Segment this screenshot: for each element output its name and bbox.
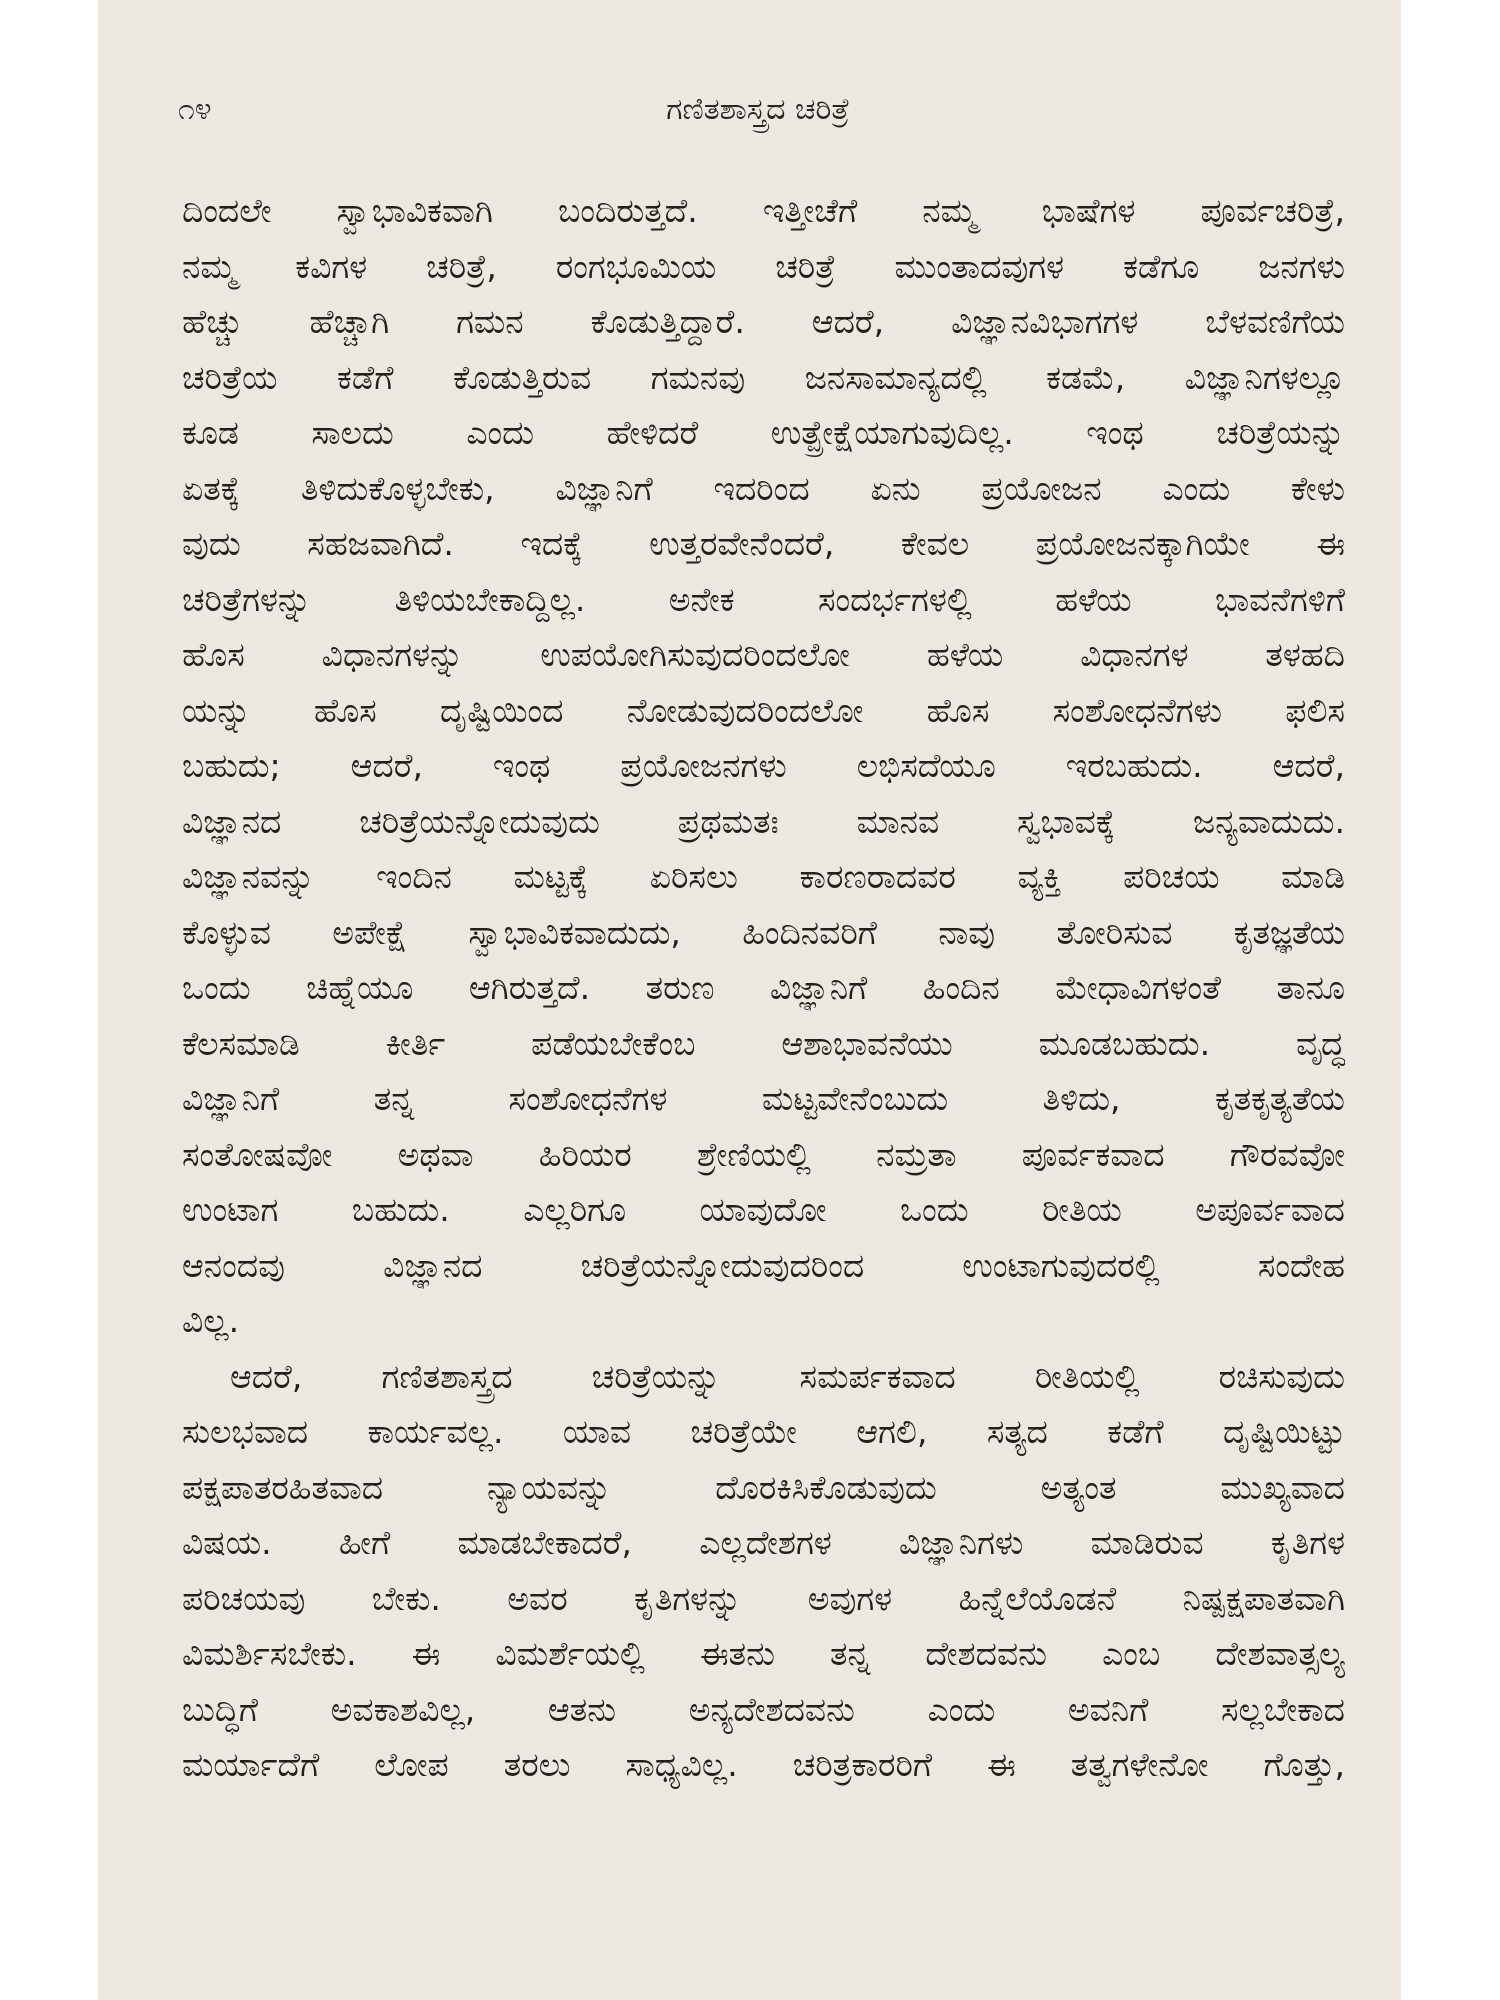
text-line: ದಿಂದಲೇ ಸ್ವಾಭಾವಿಕವಾಗಿ ಬಂದಿರುತ್ತದೆ. ಇತ್ತೀಚೆಗೆ ನಮ್ಮ ಭಾಷೆಗಳ ಪೂರ್ವಚರಿತ್ರೆ, (182, 191, 1345, 230)
text-line: ಸಂತೋಷವೋ ಅಥವಾ ಹಿರಿಯರ ಶ್ರೇಣಿಯಲ್ಲಿ ನಮ್ರತಾ ಪೂರ್ವಕವಾದ ಗೌರವವೋ (182, 1134, 1345, 1174)
page-number: ೧೪ (178, 92, 212, 127)
text-line: ಚರಿತ್ರೆಯ ಕಡೆಗೆ ಕೊಡುತ್ತಿರುವ ಗಮನವು ಜನಸಾಮಾನ್ಯದಲ್ಲಿ ಕಡಮೆ, ವಿಜ್ಞಾನಿಗಳಲ್ಲೂ (182, 357, 1345, 397)
text-line: ವುದು ಸಹಜವಾಗಿದೆ. ಇದಕ್ಕೆ ಉತ್ತರವೇನೆಂದರೆ, ಕೇವಲ ಪ್ರಯೋಜನಕ್ಕಾಗಿಯೇ ಈ (182, 524, 1345, 563)
text-line: ಬಹುದು; ಆದರೆ, ಇಂಥ ಪ್ರಯೋಜನಗಳು ಲಭಿಸದೆಯೂ ಇರಬಹುದು. ಆದರೆ, (182, 746, 1345, 785)
text-line: ಕೂಡ ಸಾಲದು ಎಂದು ಹೇಳಿದರೆ ಉತ್ಪ್ರೇಕ್ಷೆಯಾಗುವುದಿಲ್ಲ. ಇಂಥ ಚರಿತ್ರೆಯನ್ನು (182, 413, 1345, 452)
text-line: ಪರಿಚಯವು ಬೇಕು. ಅವರ ಕೃತಿಗಳನ್ನು ಅವುಗಳ ಹಿನ್ನೆಲೆಯೊಡನೆ ನಿಷ್ಪಕ್ಷಪಾತವಾಗಿ (182, 1578, 1345, 1618)
text-line: ಚರಿತ್ರೆಗಳನ್ನು ತಿಳಿಯಬೇಕಾದ್ದಿಲ್ಲ. ಅನೇಕ ಸಂದರ್ಭಗಳಲ್ಲಿ ಹಳೆಯ ಭಾವನೆಗಳಿಗೆ (182, 579, 1345, 619)
text-line: ನಮ್ಮ ಕವಿಗಳ ಚರಿತ್ರೆ, ರಂಗಭೂಮಿಯ ಚರಿತ್ರೆ ಮುಂತಾದವುಗಳ ಕಡೆಗೂ ಜನಗಳು (182, 246, 1345, 286)
text-line: ಏತಕ್ಕೆ ತಿಳಿದುಕೊಳ್ಳಬೇಕು, ವಿಜ್ಞಾನಿಗೆ ಇದರಿಂದ ಏನು ಪ್ರಯೋಜನ ಎಂದು ಕೇಳು (182, 468, 1345, 508)
text-line: ವಿಜ್ಞಾನಿಗೆ ತನ್ನ ಸಂಶೋಧನೆಗಳ ಮಟ್ಟವೇನೆಂಬುದು ತಿಳಿದು, ಕೃತಕೃತ್ಯತೆಯ (182, 1079, 1345, 1118)
text-line: ಉಂಟಾಗ ಬಹುದು. ಎಲ್ಲರಿಗೂ ಯಾವುದೋ ಒಂದು ರೀತಿಯ ಅಪೂರ್ವವಾದ (182, 1190, 1345, 1229)
text-line: ವಿಷಯ. ಹೀಗೆ ಮಾಡಬೇಕಾದರೆ, ಎಲ್ಲದೇಶಗಳ ವಿಜ್ಞಾನಿಗಳು ಮಾಡಿರುವ ಕೃತಿಗಳ (182, 1523, 1345, 1562)
text-line: ಒಂದು ಚಿಹ್ನೆಯೂ ಆಗಿರುತ್ತದೆ. ತರುಣ ವಿಜ್ಞಾನಿಗೆ ಹಿಂದಿನ ಮೇಧಾವಿಗಳಂತೆ ತಾನೂ (182, 968, 1345, 1007)
paragraph-2 (182, 1349, 1345, 1793)
text-line: ಬುದ್ಧಿಗೆ ಅವಕಾಶವಿಲ್ಲ, ಆತನು ಅನ್ಯದೇಶದವನು ಎಂದು ಅವನಿಗೆ ಸಲ್ಲಬೇಕಾದ (182, 1689, 1345, 1729)
text-line: ಹೊಸ ವಿಧಾನಗಳನ್ನು ಉಪಯೋಗಿಸುವುದರಿಂದಲೋ ಹಳೆಯ ವಿಧಾನಗಳ ತಳಹದಿ (182, 635, 1345, 674)
text-line: ವಿಜ್ಞಾನವನ್ನು ಇಂದಿನ ಮಟ್ಟಕ್ಕೆ ಏರಿಸಲು ಕಾರಣರಾದವರ ವ್ಯಕ್ತಿ ಪರಿಚಯ ಮಾಡಿ (182, 857, 1345, 896)
text-line: ಕೊಳ್ಳುವ ಅಪೇಕ್ಷೆ ಸ್ವಾಭಾವಿಕವಾದುದು, ಹಿಂದಿನವರಿಗೆ ನಾವು ತೋರಿಸುವ ಕೃತಜ್ಞತೆಯ (182, 912, 1345, 952)
page-header (178, 90, 1338, 130)
text-line: ಕೆಲಸಮಾಡಿ ಕೀರ್ತಿ ಪಡೆಯಬೇಕೆಂಬ ಆಶಾಭಾವನೆಯು ಮೂಡಬಹುದು. ವೃದ್ಧ (182, 1023, 1345, 1063)
text-line: ಪಕ್ಷಪಾತರಹಿತವಾದ ನ್ಯಾಯವನ್ನು ದೊರಕಿಸಿಕೊಡುವುದು ಅತ್ಯಂತ ಮುಖ್ಯವಾದ (182, 1467, 1345, 1507)
text-line: ಆದರೆ, ಗಣಿತಶಾಸ್ತ್ರದ ಚರಿತ್ರೆಯನ್ನು ಸಮರ್ಪಕವಾದ ರೀತಿಯಲ್ಲಿ ರಚಿಸುವುದು (230, 1356, 1345, 1396)
text-line: ವಿಮರ್ಶಿಸಬೇಕು. ಈ ವಿಮರ್ಶೆಯಲ್ಲಿ ಈತನು ತನ್ನ ದೇಶದವನು ಎಂಬ ದೇಶವಾತ್ಸಲ್ಯ (182, 1634, 1345, 1673)
running-title: ಗಣಿತಶಾಸ್ತ್ರದ ಚರಿತ್ರೆ (666, 92, 850, 127)
book-page (98, 0, 1401, 2000)
paragraph-1 (182, 183, 1345, 1349)
text-line: ಹೆಚ್ಚು ಹೆಚ್ಚಾಗಿ ಗಮನ ಕೊಡುತ್ತಿದ್ದಾರೆ. ಆದರೆ, ವಿಜ್ಞಾನವಿಭಾಗಗಳ ಬೆಳವಣಿಗೆಯ (182, 302, 1345, 341)
text-line: ಯನ್ನು ಹೊಸ ದೃಷ್ಟಿಯಿಂದ ನೋಡುವುದರಿಂದಲೋ ಹೊಸ ಸಂಶೋಧನೆಗಳು ಫಲಿಸ (182, 690, 1345, 730)
text-line: ಆನಂದವು ವಿಜ್ಞಾನದ ಚರಿತ್ರೆಯನ್ನೋದುವುದರಿಂದ ಉಂಟಾಗುವುದರಲ್ಲಿ ಸಂದೇಹ (182, 1245, 1345, 1285)
body-text (182, 183, 1345, 1793)
text-line: ವಿಲ್ಲ. (182, 1301, 240, 1340)
text-line: ಸುಲಭವಾದ ಕಾರ್ಯವಲ್ಲ. ಯಾವ ಚರಿತ್ರೆಯೇ ಆಗಲಿ, ಸತ್ಯದ ಕಡೆಗೆ ದೃಷ್ಟಿಯಿಟ್ಟು (182, 1412, 1345, 1451)
text-line: ಮರ್ಯಾದೆಗೆ ಲೋಪ ತರಲು ಸಾಧ್ಯವಿಲ್ಲ. ಚರಿತ್ರಕಾರರಿಗೆ ಈ ತತ್ವಗಳೇನೋ ಗೊತ್ತು, (182, 1745, 1345, 1784)
text-line: ವಿಜ್ಞಾನದ ಚರಿತ್ರೆಯನ್ನೋದುವುದು ಪ್ರಥಮತಃ ಮಾನವ ಸ್ವಭಾವಕ್ಕೆ ಜನ್ಯವಾದುದು. (182, 801, 1345, 841)
